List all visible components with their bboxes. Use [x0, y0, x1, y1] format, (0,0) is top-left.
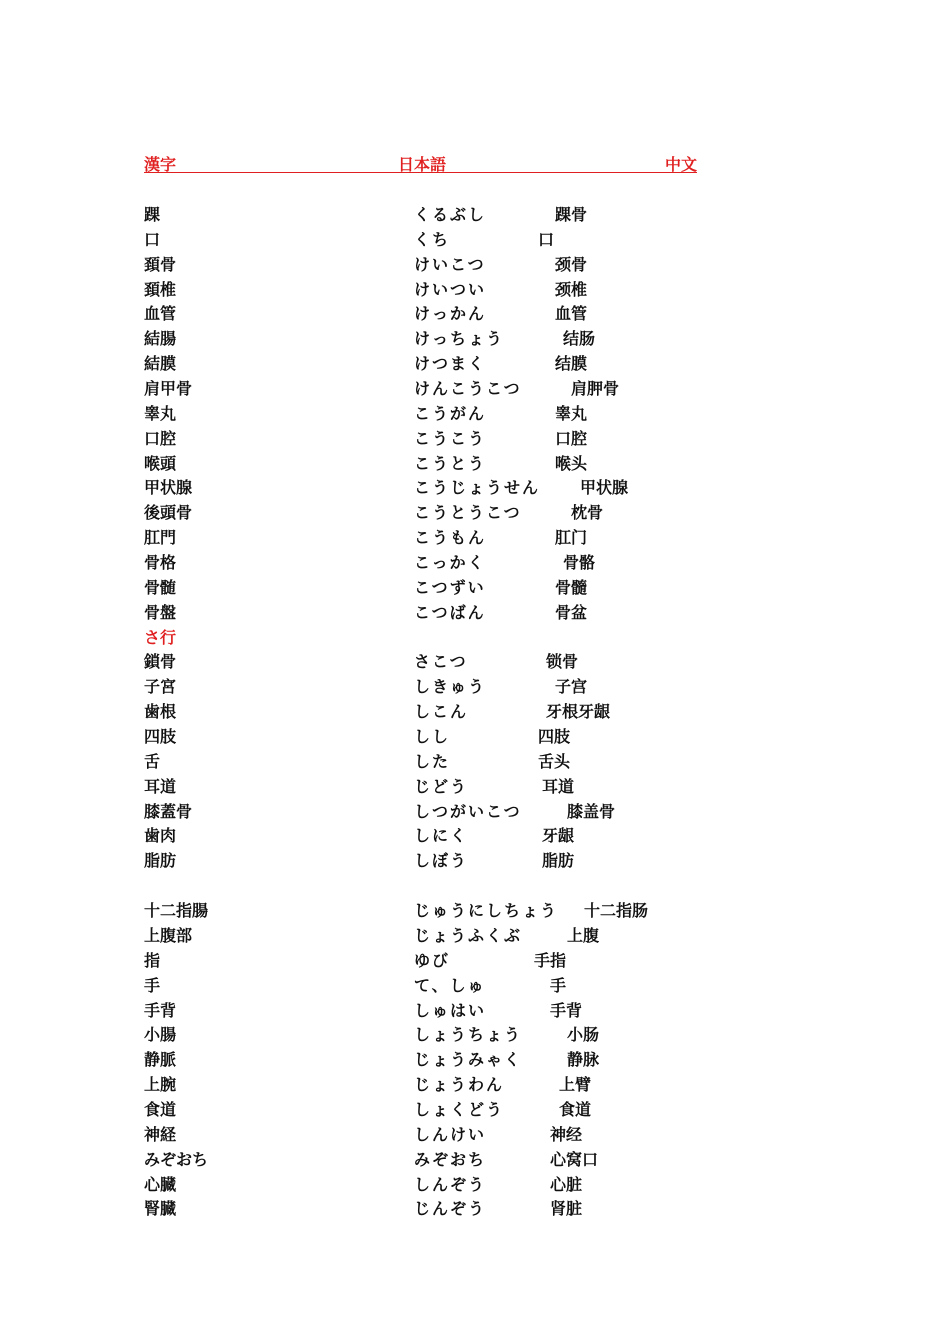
chinese-cell: 喉头 [555, 453, 588, 473]
header-chinese: 中文 [665, 155, 698, 174]
kanji-cell: 甲状腺 [144, 478, 193, 498]
japanese-cell: さこつ [414, 652, 468, 672]
kanji-cell: 口 [144, 229, 161, 249]
japanese-cell: しょうちょう [414, 1025, 523, 1045]
table-row [0, 349, 950, 374]
chinese-cell: 结膜 [555, 354, 588, 374]
kanji-cell: 小腸 [144, 1025, 177, 1045]
kanji-cell: 肩甲骨 [144, 379, 193, 399]
table-row [0, 573, 950, 598]
kanji-cell: 手 [144, 975, 161, 995]
kanji-cell: 耳道 [144, 776, 177, 796]
table-row [0, 797, 950, 822]
kanji-cell: 結腸 [144, 329, 177, 349]
table-row [0, 548, 950, 573]
japanese-cell: けんこうこつ [414, 379, 522, 399]
section-label: さ行 [144, 627, 177, 647]
kanji-cell: 食道 [144, 1099, 177, 1119]
chinese-cell: 心脏 [550, 1174, 583, 1194]
chinese-cell: 小肠 [567, 1025, 600, 1045]
kanji-cell: 頚椎 [144, 279, 177, 299]
japanese-cell: こうこう [414, 428, 487, 448]
table-row [0, 1095, 950, 1120]
japanese-cell: じゅうにしちょう [414, 901, 559, 921]
chinese-cell: 膝盖骨 [567, 801, 616, 821]
japanese-cell: じどう [414, 776, 469, 796]
chinese-cell: 静脉 [567, 1050, 600, 1070]
japanese-cell: しゅはい [414, 1000, 487, 1020]
japanese-cell: けっちょう [414, 329, 505, 349]
japanese-cell: けつまく [414, 354, 487, 374]
kanji-cell: 脂肪 [144, 851, 177, 871]
table-row [0, 275, 950, 300]
chinese-cell: 结肠 [563, 329, 596, 349]
table-row [0, 200, 950, 225]
table-row [0, 871, 950, 896]
table-row [0, 449, 950, 474]
table-row [0, 498, 950, 523]
kanji-cell: 歯根 [144, 702, 177, 722]
japanese-cell: しんぞう [414, 1174, 487, 1194]
chinese-cell: 神经 [550, 1124, 583, 1144]
kanji-cell: 手背 [144, 1000, 177, 1020]
japanese-cell: した [414, 751, 451, 771]
japanese-cell: こっかく [414, 553, 486, 573]
kanji-cell: 睾丸 [144, 403, 177, 423]
chinese-cell: 上臂 [559, 1075, 592, 1095]
chinese-cell: 口 [538, 229, 555, 249]
chinese-cell: 睾丸 [555, 403, 588, 423]
kanji-cell: 歯肉 [144, 826, 177, 846]
chinese-cell: 耳道 [542, 776, 575, 796]
table-row [0, 896, 950, 921]
japanese-cell: じんぞう [414, 1199, 487, 1219]
table-row [0, 424, 950, 449]
chinese-cell: 心窝口 [550, 1149, 599, 1169]
chinese-cell: 肛门 [555, 528, 588, 548]
japanese-cell: ゆび [414, 950, 451, 970]
chinese-cell: 锁骨 [546, 652, 579, 672]
kanji-cell: 骨格 [144, 553, 177, 573]
chinese-cell: 手指 [534, 950, 567, 970]
kanji-cell: 静脈 [144, 1050, 177, 1070]
chinese-cell: 骨髓 [555, 577, 588, 597]
table-row [0, 772, 950, 797]
kanji-cell: 口腔 [144, 428, 177, 448]
table-row [0, 946, 950, 971]
japanese-cell: くち [414, 229, 451, 249]
table-row [0, 672, 950, 697]
kanji-cell: 舌 [144, 751, 161, 771]
header-kanji: 漢字 [144, 155, 177, 174]
japanese-cell: こつばん [414, 602, 486, 622]
table-row [0, 399, 950, 424]
table-row [0, 821, 950, 846]
table-row [0, 647, 950, 672]
chinese-cell: 手背 [550, 1000, 583, 1020]
kanji-cell: 腎臓 [144, 1199, 177, 1219]
kanji-cell: 神経 [144, 1124, 177, 1144]
japanese-cell: じょうふくぶ [414, 925, 523, 945]
japanese-cell: しぼう [414, 851, 469, 871]
table-row [0, 747, 950, 772]
chinese-cell: 血管 [555, 304, 588, 324]
chinese-cell: 牙龈 [542, 826, 575, 846]
table-row [0, 996, 950, 1021]
chinese-cell: 枕骨 [571, 503, 604, 523]
table-row [0, 1070, 950, 1095]
table-row [0, 846, 950, 871]
table-row [0, 523, 950, 548]
table-row [0, 225, 950, 250]
table-row [0, 1170, 950, 1195]
japanese-cell: て、しゅ [414, 975, 486, 995]
japanese-cell: こうもん [414, 528, 487, 548]
kanji-cell: 頚骨 [144, 254, 177, 274]
japanese-cell: けっかん [414, 304, 487, 324]
japanese-cell: しょくどう [414, 1099, 505, 1119]
kanji-cell: 血管 [144, 304, 177, 324]
japanese-cell: しきゅう [414, 677, 487, 697]
kanji-cell: 肛門 [144, 528, 177, 548]
table-row [0, 250, 950, 275]
japanese-cell: しこん [414, 702, 469, 722]
chinese-cell: 子宫 [555, 677, 588, 697]
vocabulary-list [0, 200, 950, 1219]
chinese-cell: 肩胛骨 [571, 379, 620, 399]
kanji-cell: 骨髄 [144, 577, 177, 597]
kanji-cell: 上腕 [144, 1075, 177, 1095]
japanese-cell: みぞおち [414, 1149, 487, 1169]
table-row [0, 1045, 950, 1070]
table-row [0, 299, 950, 324]
japanese-cell: こうとう [414, 453, 487, 473]
chinese-cell: 牙根牙龈 [546, 702, 611, 722]
kanji-cell: 子宮 [144, 677, 177, 697]
chinese-cell: 颈椎 [555, 279, 588, 299]
japanese-cell: こうとうこつ [414, 503, 522, 523]
japanese-cell: こうがん [414, 403, 487, 423]
kanji-cell: 骨盤 [144, 602, 177, 622]
chinese-cell: 食道 [559, 1099, 592, 1119]
japanese-cell: じょうみゃく [414, 1050, 523, 1070]
kanji-cell: 膝蓋骨 [144, 801, 193, 821]
japanese-cell: けいこつ [414, 254, 486, 274]
table-row [0, 1145, 950, 1170]
japanese-cell: しにく [414, 826, 469, 846]
chinese-cell: 四肢 [538, 727, 571, 747]
table-row [0, 1120, 950, 1145]
kanji-cell: 鎖骨 [144, 652, 177, 672]
chinese-cell: 肾脏 [550, 1199, 583, 1219]
japanese-cell: けいつい [414, 279, 487, 299]
chinese-cell: 十二指肠 [584, 901, 649, 921]
kanji-cell: みぞおち [144, 1149, 209, 1169]
chinese-cell: 舌头 [538, 751, 571, 771]
table-row [0, 697, 950, 722]
chinese-cell: 上腹 [567, 925, 600, 945]
table-row [0, 374, 950, 399]
chinese-cell: 口腔 [555, 428, 588, 448]
japanese-cell: しし [414, 727, 451, 747]
kanji-cell: 踝 [144, 205, 161, 224]
table-row [0, 473, 950, 498]
table-row [0, 971, 950, 996]
kanji-cell: 喉頭 [144, 453, 177, 473]
chinese-cell: 甲状腺 [580, 478, 629, 498]
japanese-cell: しんけい [414, 1124, 487, 1144]
kanji-cell: 上腹部 [144, 925, 193, 945]
section-heading [0, 623, 950, 648]
japanese-cell: くるぶし [414, 205, 487, 224]
table-header [144, 150, 697, 173]
table-row [0, 722, 950, 747]
table-row [0, 1194, 950, 1219]
japanese-cell: じょうわん [414, 1075, 505, 1095]
table-row [0, 598, 950, 623]
chinese-cell: 颈骨 [555, 254, 588, 274]
table-row [0, 324, 950, 349]
japanese-cell: しつがいこつ [414, 801, 522, 821]
kanji-cell: 心臓 [144, 1174, 177, 1194]
header-japanese: 日本語 [398, 155, 447, 174]
chinese-cell: 骨骼 [563, 553, 596, 573]
chinese-cell: 踝骨 [555, 205, 588, 224]
table-row [0, 1020, 950, 1045]
table-row [0, 921, 950, 946]
chinese-cell: 骨盆 [555, 602, 588, 622]
kanji-cell: 後頭骨 [144, 503, 193, 523]
kanji-cell: 十二指腸 [144, 901, 209, 921]
chinese-cell: 手 [550, 975, 567, 995]
kanji-cell: 結膜 [144, 354, 177, 374]
kanji-cell: 四肢 [144, 727, 177, 747]
chinese-cell: 脂肪 [542, 851, 575, 871]
japanese-cell: こつずい [414, 577, 486, 597]
kanji-cell: 指 [144, 950, 161, 970]
japanese-cell: こうじょうせん [414, 478, 541, 498]
